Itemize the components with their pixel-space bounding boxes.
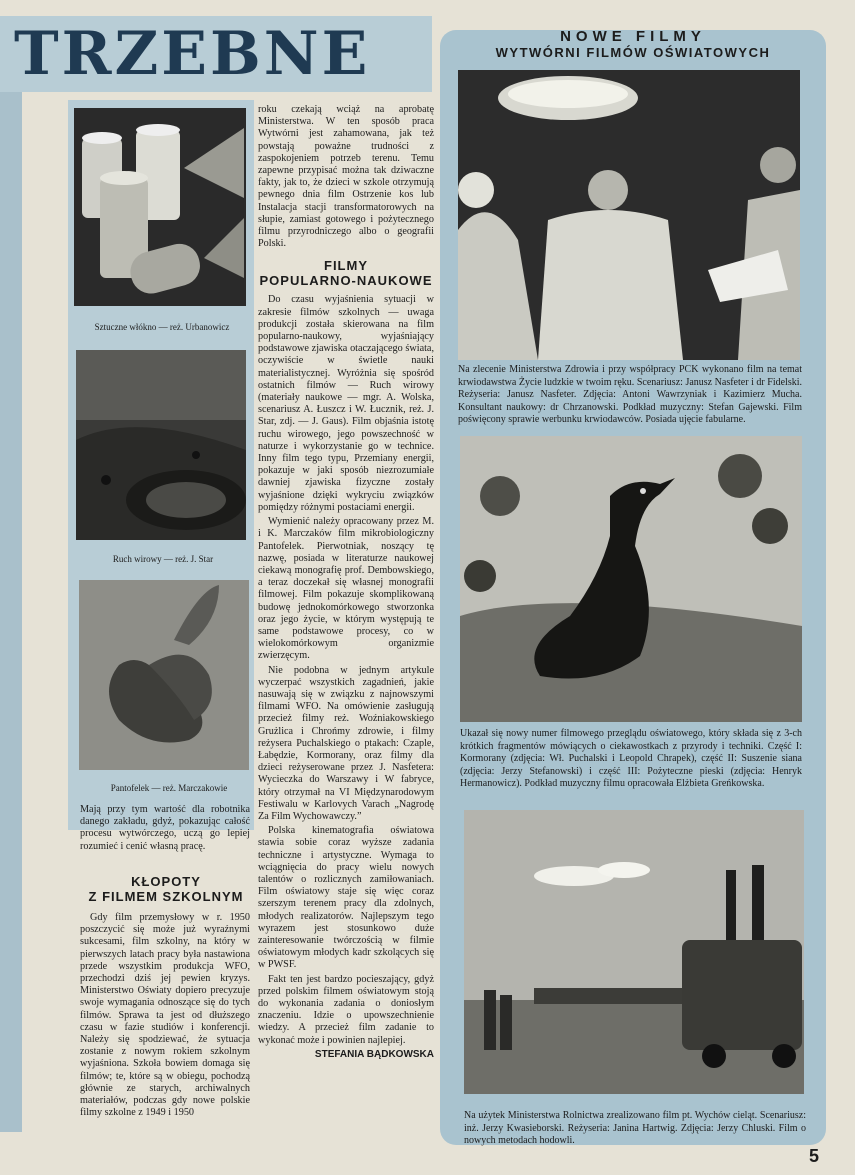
paragraph-school-film: Gdy film przemysłowy w r. 1950 poszczycić się może już wyraźnymi sukcesami, film szkolny, na który w pierwszych latach pracy była nastawiona przede wszystkim produkcja WFO, przechodzi dziś jej pewien kryzys. Ministerstwo Oświaty dopiero precyzuje swoje wymagania odnoszące się do tych filmów. Sprawa ta jest od dłuższego czasu w fazie studiów i konferencji. Należy się spodziewać, że sytuacja zostanie z nowym rokiem szkolnym wyjaśniona. Szkoła bowiem domaga się filmów; te, które są w obiegu, pochodzą głównie ze starych, archiwalnych materiałów, podczas gdy nowe polskie filmy szkolne z 1949 i 1950 (80, 912, 250, 1119)
left-accent-strip (0, 92, 22, 1132)
photo-paramecium (79, 580, 249, 770)
photo-calf-rearing (464, 810, 804, 1094)
article-title: TRZEBNE (14, 19, 371, 89)
photo-vortex (76, 350, 246, 540)
heading-line-2: POPULARNO-NAUKOWE (259, 273, 433, 289)
heading-popular-science (258, 258, 434, 288)
right-panel-header (440, 28, 826, 60)
vortex-illustration (76, 350, 246, 540)
heading-school-film-problems (76, 874, 256, 904)
page-number: 5 (808, 1146, 819, 1166)
left-column-text (80, 804, 250, 855)
photo-synthetic-fiber (74, 108, 246, 306)
school-film-text (80, 912, 250, 1121)
header-line-1: NOWE FILMY (560, 28, 706, 45)
paragraph-pantofelek: Wymienić należy opracowany przez M. i K. Marczaków film mikrobiologiczny Pantofelek. Pierwotniak, noszący tę nazwę, posiada w literaturze naukowej ciekawą monografię prof. Dembowskiego, a teraz doczekał się własnej monografii filmowej. Film pokazuje skomplikowaną budowę jednokomórkowego stworzonka oraz jego życie, w którym występują te same podstawowe procesy, co w wielokomórkowym organizmie zwierzęcym. (258, 516, 434, 662)
heading-line-1: KŁOPOTY (131, 874, 201, 889)
middle-column (258, 104, 434, 1061)
author-name: STEFANIA BĄDKOWSKA (314, 1048, 434, 1060)
heading-line-2: Z FILMEM SZKOLNYM (88, 889, 244, 904)
caption-synthetic-fiber: Sztuczne włókno — reż. Urbanowicz (94, 322, 230, 332)
spools-illustration (74, 108, 246, 306)
paragraph-encouraging-fact: Fakt ten jest bardzo pocieszający, gdyż przed polskim filmem oświatowym stoją do wykonania zadania o doniosłym znaczeniu. Idzie o upowszechnienie wiedzy. A przecież film zadanie to wykonać może i powinien najlepiej. (258, 973, 434, 1046)
caption-paramecium: Pantofelek — reż. Marczakowie (110, 783, 228, 793)
caption-cormorant: Ukazał się nowy numer filmowego przeglądu oświatowego, który składa się z 3-ch krótkich fragmentów mówiących o ciekawostkach z przyrody i techniki. Część I: Kormorany (zdjęcia: Wł. Puchalski i Leopold Chrapek), część II: Suszenie siana (zdjęcia: Jerzy Stefanowski) i część III: Pożyteczne pieski (zdjęcia: Henryk Hermanowicz). Podkład muzyczny filmu opracowała Elżbieta Greńkowska. (460, 728, 802, 789)
paragraph-ministry-approval: roku czekają wciąż na aprobatę Ministerstwa. W ten sposób praca Wytwórni jest zahamowana, jak też powstają poważne trudności z zaspokojeniem potrzeb terenu. Temu zapewne przypisać można tak dziwaczne fakty, jak to, że dzieci w szkole otrzymują pewnego dnia film Ostrzenie kos lub Instalacja stacji transformatorowych na słupie, zamiast gotowego i pożytecznego filmu przyrodniczego albo o geografii Polski. (258, 104, 434, 250)
header-line-2: WYTWÓRNI FILMÓW OŚWIATOWYCH (495, 45, 771, 60)
caption-blood-donation: Na zlecenie Ministerstwa Zdrowia i przy współpracy PCK wykonano film na temat krwiodawstwa Życie ludzkie w twoim ręku. Scenariusz: Janusz Nasfeter i dr Fidelski. Reżyseria: Janusz Nasfeter. Zdjęcia: Antoni Wawrzyniak i Kazimierz Mucha. Konsultant naukowy: dr Chrzanowski. Podkład muzyczny: Stefan Gajewski. Film poświęcony sprawie werbunku krwiodawców. Posiada ujęcie fabularne. (458, 364, 802, 425)
surgery-illustration (458, 70, 800, 360)
cormorant-illustration (460, 436, 802, 722)
paragraph-other-films: Nie podobna w jednym artykule wyczerpać wszystkich zagadnień, jakie nasuwają się w związku z najnowszymi filmami WFO. Na omówienie zasługują przecież filmy reż. Woźniakowskiego Grużlica i Chrońmy zdrowie, i filmy reżysera Puchalskiego o ptakach: Czaple, Łabędzie, Kormorany, oraz filmy dla dzieci reżyserowane przez J. Nasfetera: Wycieczka do Warszawy i W fabryce, który otrzymał na VI Międzynarodowym Festiwalu w Karlovych Varach „Nagrodę Za Film Wychowawczy.” (258, 664, 434, 822)
paramecium-illustration (79, 580, 249, 770)
heading-line-1: FILMY (324, 258, 368, 274)
photo-cormorant (460, 436, 802, 722)
photo-blood-donation (458, 70, 800, 360)
paragraph-cinematography: Polska kinematografia oświatowa stawia sobie coraz wyższe zadania techniczne i artystyczne. Wymaga to wciągnięcia do pracy wielu nowych talentów o rozlicznych zamiłowaniach. Film oświatowy staje się więc coraz szerszym terenem pracy dla zdolnych, młodych realizatorów. Najlepszym tego wyrazem jest stosunkowo duże zainteresowanie twórczością w filmie oświatowym młodych kadr szkolących się w PWSF. (258, 825, 434, 971)
paragraph-popular-science: Do czasu wyjaśnienia sytuacji w zakresie filmów szkolnych — uwaga produkcji została skierowana na film popularno-naukowy, wyjaśniający podstawowe zjawiska otaczającego świata, oczywiście w świetle nauki materialistycznej. Wyróżnia się spośród ostatnich filmów — Ruch wirowy (materiały naukowe — mgr. A. Wolska, scenariusz A. Łuszcz i W. Łucznik, reż. J. Star, zdj. — J. Gaus). Film objaśnia istotę ruchu wirowego, jego powszechność w naturze i wykorzystanie go w technice. Inny film tego typu, Przemiany energii, pokazuje w jaki sposób niezrozumiałe dawniej zjawiska fizyczne zostały wyjaśnione dzięki wykryciu związków pomiędzy różnymi postaciami energii. (258, 294, 434, 513)
farm-truck-illustration (464, 810, 804, 1094)
caption-vortex: Ruch wirowy — reż. J. Star (112, 554, 214, 564)
caption-calf-rearing: Na użytek Ministerstwa Rolnictwa zrealizowano film pt. Wychów cieląt. Scenariusz: inż. Jerzy Kwasieborski. Reżyseria: Janina Hartwig. Zdjęcia: Jerzy Chluski. Film o nowych metodach hodowli. (464, 1110, 806, 1146)
paragraph-worker-value: Mają przy tym wartość dla robotnika danego zakładu, gdyż, pokazując całość procesu wytwórczego, uczą go lepiej rozumieć i cenić własną pracę. (80, 804, 250, 852)
